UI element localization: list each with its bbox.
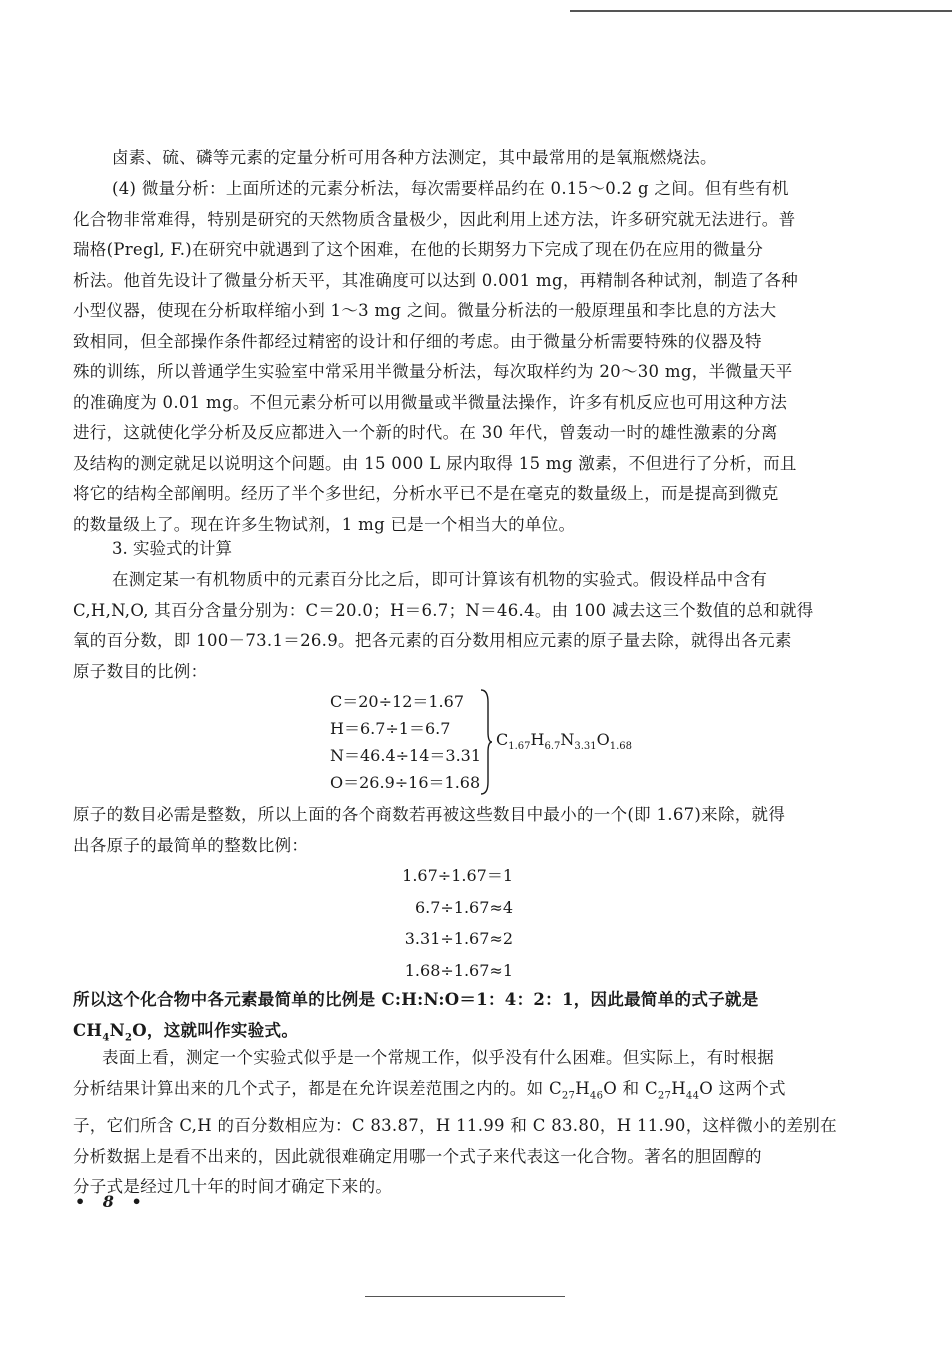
paragraph-cholesterol (73, 1043, 837, 1203)
formula-subscript: 2 (124, 1031, 133, 1043)
inline-text: H (575, 1078, 590, 1098)
formula-text: O，这就叫作实验式。 (132, 1020, 299, 1040)
text-line: 小型仪器，使现在分析取样缩小到 1～3 mg 之间。微量分析法的一般原理虽和李比息的方法大 (73, 301, 777, 320)
text-line: C,H,N,O, 其百分含量分别为：C＝20.0；H＝6.7；N＝46.4。由 100 减去这三个数值的总和就得 (73, 600, 814, 620)
section-heading: 3. 实验式的计算 (112, 539, 232, 558)
paragraph-microanalysis (73, 174, 830, 540)
text-line: 致相同，但全部操作条件都经过精密的设计和仔细的考虑。由于微量分析需要特殊的仪器及特 (73, 331, 762, 351)
equation-oxygen: O＝26.9÷16＝1.68 (330, 773, 481, 792)
text-line: 所以这个化合物中各元素最简单的比例是 C:H:N:O＝1：4：2：1，因此最简单的式子就是 (73, 990, 759, 1009)
text-line: 化合物非常难得，特别是研究的天然物质含量极少，因此利用上述方法，许多研究就无法进行。普 (73, 209, 796, 229)
text-line: 原子的数目必需是整数，所以上面的各个商数若再被这些数目中最小的一个(即 1.67)来除，就得 (73, 805, 786, 824)
formula-element: C (496, 730, 509, 749)
text-line: 瑞格(Pregl, F.)在研究中就遇到了这个困难，在他的长期努力下完成了现在仍在应用的微量分 (73, 240, 764, 259)
text-line: 分子式是经过几十年的时间才确定下来的。 (73, 1177, 393, 1197)
formula-subscript: 1.67 (508, 741, 531, 753)
text-line (73, 1074, 830, 1112)
text-line: 的准确度为 0.01 mg。不但元素分析可以用微量或半微量法操作，许多有机反应也可用这种方法 (73, 392, 788, 412)
ratio-row: 3.31÷1.67≈2 (404, 929, 513, 948)
ratio-row: 1.68÷1.67≈1 (404, 960, 513, 980)
text-line: 氧的百分数，即 100－73.1＝26.9。把各元素的百分数用相应元素的原子量去除，就得出各元素 (73, 631, 792, 650)
formula-subscript: 27 (561, 1089, 576, 1101)
text-line: 在测定某一有机物质中的元素百分比之后，即可计算该有机物的实验式。假设样品中含有 (112, 570, 768, 589)
text-line: 子，它们所含 C,H 的百分数相应为：C 83.87，H 11.99 和 C 83.80，H 11.90，这样微小的差别在 (73, 1116, 837, 1136)
equation-carbon: C＝20÷12＝1.67 (330, 692, 464, 711)
formula-subscript: 27 (657, 1089, 672, 1101)
text-line: 出各原子的最简单的整数比例： (73, 835, 309, 855)
formula-subscript: 4 (102, 1031, 110, 1043)
equation-hydrogen: H＝6.7÷1＝6.7 (330, 719, 451, 738)
formula-text: N (109, 1020, 125, 1040)
atomic-ratio-equations (330, 688, 633, 796)
inline-text: H (671, 1078, 686, 1098)
paragraph-integer-ratio (73, 800, 830, 861)
inline-text: 分析结果计算出来的几个式子，都是在允许误差范围之内的。如 C (73, 1078, 562, 1098)
paragraph-halogens (112, 143, 830, 174)
formula-subscript: 44 (685, 1089, 700, 1101)
formula-element: O (596, 730, 610, 749)
formula-subscript: 46 (589, 1089, 604, 1101)
text-line: (4) 微量分析：上面所述的元素分析法，每次需要样品约在 0.15～0.2 g 之间。但有些有机 (112, 179, 789, 198)
text-line: 卤素、硫、磷等元素的定量分析可用各种方法测定，其中最常用的是氧瓶燃烧法。 (112, 148, 717, 167)
formula-element: N (560, 730, 575, 749)
text-line: 殊的训练，所以普通学生实验室中常采用半微量分析法，每次取样约为 20～30 mg，半微量天平 (73, 362, 793, 381)
ratio-row: 6.7÷1.67≈4 (414, 897, 513, 917)
text-line: 及结构的测定就足以说明这个问题。由 15 000 L 尿内取得 15 mg 激素，不但进行了分析，而且 (73, 453, 797, 473)
formula-subscript: 3.31 (574, 741, 597, 753)
equation-nitrogen: N＝46.4÷14＝3.31 (330, 746, 482, 765)
inline-text: O 这两个式 (699, 1078, 786, 1098)
right-brace-icon (480, 688, 492, 796)
formula-subscript: 1.68 (609, 741, 633, 753)
integer-ratio-equations (398, 860, 513, 986)
formula-result (496, 730, 632, 752)
ratio-row: 1.67÷1.67＝1 (402, 866, 513, 885)
scan-artifact-top (570, 10, 952, 12)
inline-text: O 和 C (603, 1078, 658, 1098)
text-line: 分析数据上是看不出来的，因此就很难确定用哪一个式子来代表这一化合物。著名的胆固醇的 (73, 1146, 762, 1166)
text-line: 表面上看，测定一个实验式似乎是一个常规工作，似乎没有什么困难。但实际上，有时根据 (102, 1048, 774, 1067)
text-line: 原子数目的比例： (73, 661, 208, 681)
paragraph-empirical-formula (73, 565, 830, 687)
text-line: 将它的结构全部阐明。经历了半个多世纪，分析水平已不是在毫克的数量级上，而是提高到微克 (73, 484, 779, 503)
text-line: 进行，这就使化学分析及反应都进入一个新的时代。在 30 年代，曾轰动一时的雄性激素的分离 (73, 423, 778, 442)
page-number: • 8 • (75, 1192, 148, 1211)
formula-subscript: 6.7 (544, 741, 561, 753)
formula-text: CH (73, 1020, 103, 1040)
text-line: 析法。他首先设计了微量分析天平，其准确度可以达到 0.001 mg，再精制各种试剂，制造了各种 (73, 270, 799, 290)
text-line: 的数量级上了。现在许多生物试剂，1 mg 已是一个相当大的单位。 (73, 514, 576, 534)
scan-artifact-bottom (365, 1296, 565, 1297)
formula-element: H (530, 730, 545, 749)
